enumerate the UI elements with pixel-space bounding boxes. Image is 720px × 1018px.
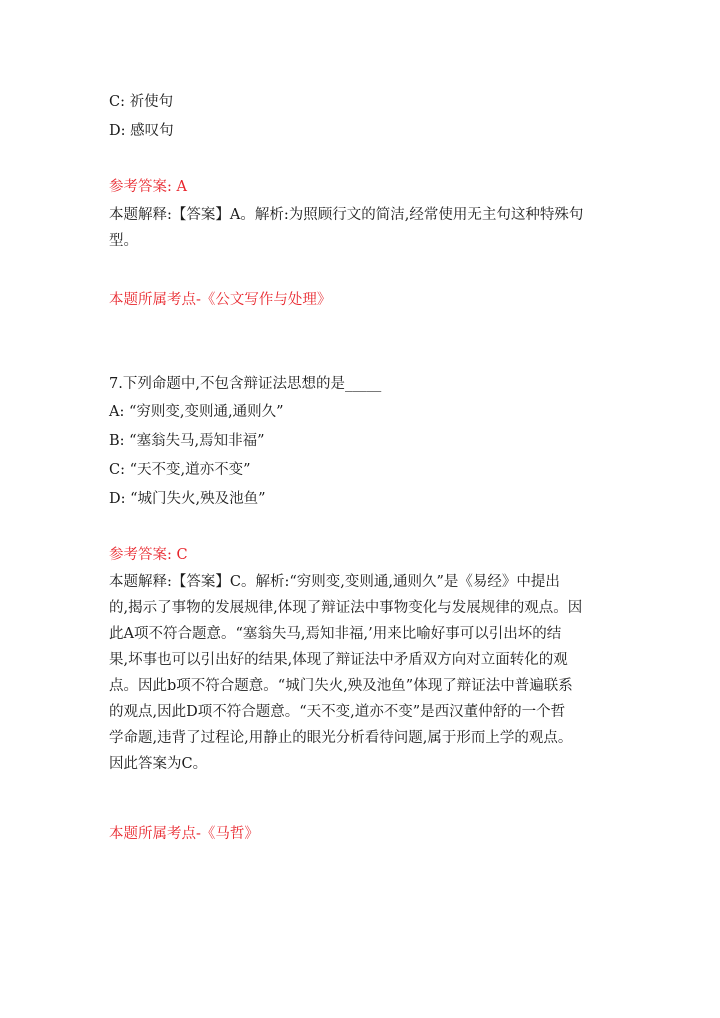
q7-explanation-line: 的,揭示了事物的发展规律,体现了辩证法中事物变化与发展规律的观点。因 xyxy=(109,600,583,616)
q7-option-b: B: “塞翁失马,焉知非福” xyxy=(109,433,265,449)
q7-explanation-line: 因此答案为C。 xyxy=(109,756,208,772)
q7-question: 7.下列命题中,不包含辩证法思想的是_____ xyxy=(109,376,382,392)
q6-topic: 本题所属考点-《公文写作与处理》 xyxy=(109,292,332,308)
q7-answer: 参考答案: C xyxy=(109,547,188,563)
q6-explanation-line: 型。 xyxy=(109,233,138,249)
q7-explanation-line: 本题解释:【答案】C。解析:“穷则变,变则通,通则久”是《易经》中提出 xyxy=(109,574,560,590)
q7-explanation-line: 果,坏事也可以引出好的结果,体现了辩证法中矛盾双方向对立面转化的观 xyxy=(109,652,568,668)
q6-option-c: C: 祈使句 xyxy=(109,94,174,110)
q7-explanation xyxy=(109,569,614,777)
q7-option-a: A: “穷则变,变则通,通则久” xyxy=(109,404,284,420)
q7-topic: 本题所属考点-《马哲》 xyxy=(109,826,259,842)
q7-option-d: D: “城门失火,殃及池鱼” xyxy=(109,491,266,507)
q6-answer: 参考答案: A xyxy=(109,179,187,195)
q7-explanation-line: 点。因此b项不符合题意。“城门失火,殃及池鱼”体现了辩证法中普遍联系 xyxy=(109,678,573,694)
q6-explanation-line: 本题解释:【答案】A。解析:为照顾行文的简洁,经常使用无主句这种特殊句 xyxy=(109,207,584,223)
q7-explanation-line: 学命题,违背了过程论,用静止的眼光分析看待问题,属于形而上学的观点。 xyxy=(109,730,573,746)
q7-explanation-line: 此A项不符合题意。“塞翁失马,焉知非福,’用来比喻好事可以引出坏的结 xyxy=(109,626,562,642)
q7-explanation-line: 的观点,因此D项不符合题意。“天不变,道亦不变”是西汉董仲舒的一个哲 xyxy=(109,704,566,720)
q7-option-c: C: “天不变,道亦不变” xyxy=(109,462,251,478)
q6-explanation xyxy=(109,202,614,254)
q6-option-d: D: 感叹句 xyxy=(109,123,174,139)
